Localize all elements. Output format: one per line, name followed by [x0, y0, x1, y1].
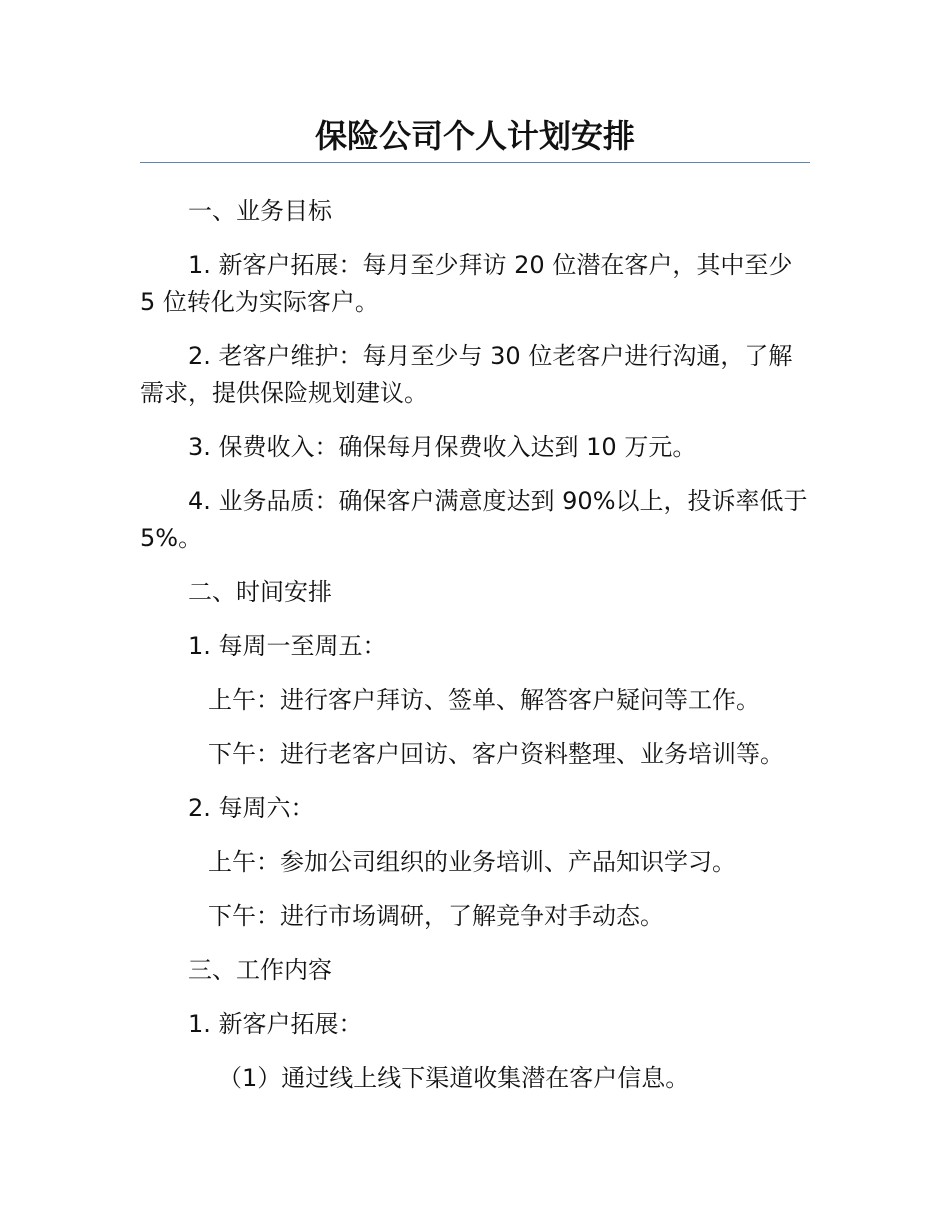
- paragraph-goal-new-customers: 1. 新客户拓展：每月至少拜访 20 位潜在客户，其中至少 5 位转化为实际客户。: [140, 251, 800, 316]
- paragraph-heading-work-content: 三、工作内容: [188, 956, 332, 984]
- document-title: 保险公司个人计划安排: [314, 117, 635, 155]
- title-underline-rule: [140, 162, 810, 163]
- paragraph-goal-business-quality: 4. 业务品质：确保客户满意度达到 90%以上，投诉率低于 5%。: [140, 487, 816, 552]
- paragraph-schedule-weekdays: 1. 每周一至周五：: [188, 632, 387, 660]
- paragraph-goal-premium-income: 3. 保费收入：确保每月保费收入达到 10 万元。: [188, 433, 697, 461]
- paragraph-heading-business-goals: 一、业务目标: [188, 197, 332, 225]
- paragraph-saturday-afternoon: 下午：进行市场调研，了解竞争对手动态。: [208, 902, 664, 930]
- paragraph-saturday-morning: 上午：参加公司组织的业务培训、产品知识学习。: [208, 848, 736, 876]
- paragraph-work-new-customers: 1. 新客户拓展：: [188, 1010, 363, 1038]
- paragraph-weekdays-afternoon: 下午：进行老客户回访、客户资料整理、业务培训等。: [208, 740, 784, 768]
- paragraph-weekdays-morning: 上午：进行客户拜访、签单、解答客户疑问等工作。: [208, 686, 760, 714]
- paragraph-work-new-customers-step-1: （1）通过线上线下渠道收集潜在客户信息。: [218, 1064, 690, 1092]
- paragraph-heading-schedule: 二、时间安排: [188, 578, 332, 606]
- paragraph-schedule-saturday: 2. 每周六：: [188, 794, 315, 822]
- document-body: [140, 193, 816, 1114]
- paragraph-goal-existing-customers: 2. 老客户维护：每月至少与 30 位老客户进行沟通，了解需求，提供保险规划建议。: [140, 342, 793, 407]
